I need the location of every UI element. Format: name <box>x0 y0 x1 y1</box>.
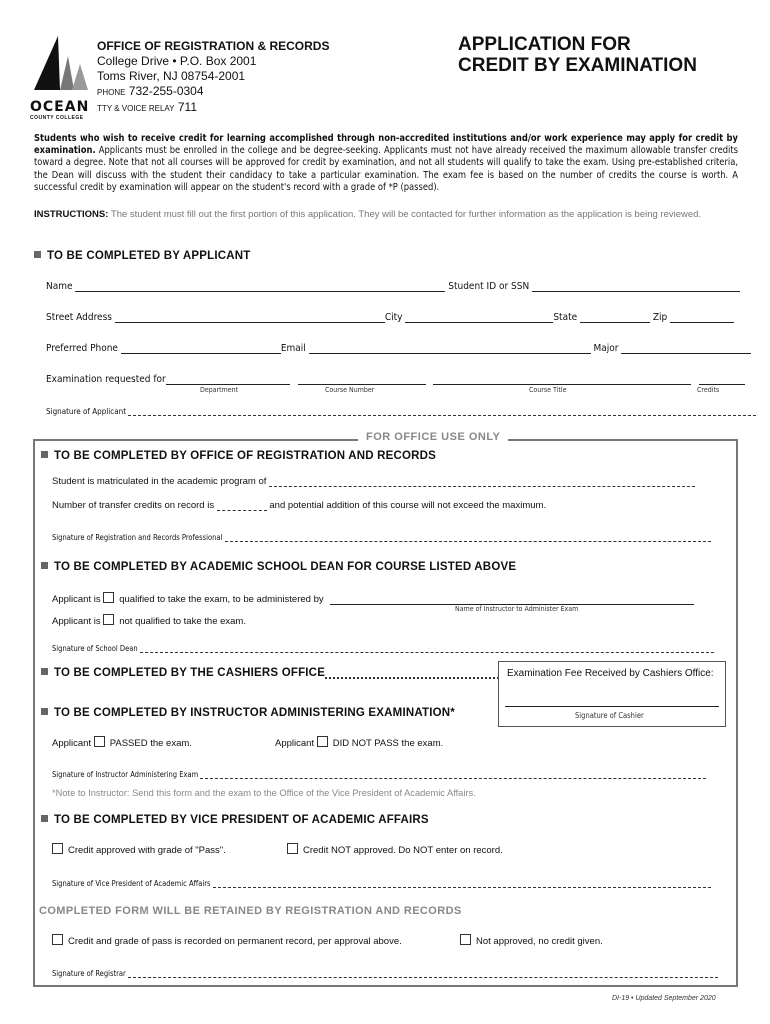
college-logo <box>30 34 92 121</box>
city-field[interactable] <box>405 310 553 323</box>
instructor-signature-field[interactable] <box>200 768 706 779</box>
registrar-signature-field[interactable] <box>128 967 718 978</box>
office-phone: PHONE 732-255-0304 <box>97 84 204 98</box>
retained-not-approved-checkbox[interactable] <box>460 934 471 945</box>
course-number-field[interactable] <box>298 372 426 385</box>
course-number-caption: Course Number <box>325 386 375 394</box>
square-bullet-icon <box>41 708 48 715</box>
contact-row: Preferred Phone Email Major <box>46 341 751 354</box>
credit-approved-checkbox[interactable] <box>52 843 63 854</box>
passed-row: Applicant PASSED the exam. <box>52 738 192 749</box>
square-bullet-icon <box>34 251 41 258</box>
logo-line2: COUNTY COLLEGE <box>30 115 84 121</box>
street-address-field[interactable] <box>115 310 385 323</box>
office-address-2: Toms River, NJ 08754-2001 <box>97 69 246 83</box>
office-info <box>97 39 329 116</box>
applicant-signature-field[interactable] <box>128 405 756 416</box>
not-approved-row: Credit NOT approved. Do NOT enter on record. <box>287 845 503 856</box>
approved-row: Credit approved with grade of "Pass". <box>52 845 226 856</box>
registration-signature-row: Signature of Registration and Records Professional <box>52 531 711 542</box>
not-qualified-row: Applicant is not qualified to take the exam. <box>52 616 246 627</box>
name-field[interactable] <box>75 279 445 292</box>
vp-signature-field[interactable] <box>213 877 711 888</box>
square-bullet-icon <box>41 815 48 822</box>
course-title-caption: Course Title <box>529 386 567 394</box>
intro-paragraph: Students who wish to receive credit for learning accomplished through non-accredited institutions and/or work experience may apply for credit by examination. Applicants must be enrolled in the college and be degree-seeking. Applicants must not have already received the maximum allowable transfer credits toward a degree. Note that not all courses will be approved for credit by examination, and not all students will qualify to take the exam. Using pre-established criteria, the Dean will discuss with the student their candidacy to take a particular examination. The exam fee is based on the number of credits the course is worth. A successful credit by examination will appear on the student's record with a grade of *P (passed). <box>34 133 738 193</box>
logo-line1: OCEAN <box>30 99 90 115</box>
applicant-signature-row: Signature of Applicant <box>46 405 756 416</box>
dean-signature-row: Signature of School Dean <box>52 642 714 653</box>
exam-row: Examination requested for <box>46 372 745 385</box>
email-field[interactable] <box>309 341 591 354</box>
passed-checkbox[interactable] <box>94 736 105 747</box>
course-title-field[interactable] <box>433 372 691 385</box>
office-name: OFFICE OF REGISTRATION & RECORDS <box>97 39 330 53</box>
recorded-row: Credit and grade of pass is recorded on permanent record, per approval above. <box>52 936 402 947</box>
department-caption: Department <box>200 386 239 394</box>
dean-header: TO BE COMPLETED BY ACADEMIC SCHOOL DEAN FOR COURSE LISTED ABOVE <box>41 561 516 573</box>
vp-header: TO BE COMPLETED BY VICE PRESIDENT OF ACADEMIC AFFAIRS <box>41 814 429 826</box>
cashier-signature-caption: Signature of Cashier <box>575 711 644 720</box>
cashier-fee-box <box>498 661 726 727</box>
did-not-pass-checkbox[interactable] <box>317 736 328 747</box>
academic-program-field[interactable] <box>269 476 695 487</box>
did-not-pass-row: Applicant DID NOT PASS the exam. <box>275 738 443 749</box>
registration-signature-field[interactable] <box>225 531 711 542</box>
instructor-note: *Note to Instructor: Send this form and the exam to the Office of the Vice President of Academic Affairs. <box>52 788 476 798</box>
not-qualified-checkbox[interactable] <box>103 614 114 625</box>
recorded-checkbox[interactable] <box>52 934 63 945</box>
dean-signature-field[interactable] <box>140 642 714 653</box>
address-row: Street Address City State Zip <box>46 310 734 323</box>
fee-received-label: Examination Fee Received by Cashiers Office: <box>507 668 714 679</box>
instructor-name-field[interactable] <box>330 592 694 605</box>
office-use-banner: FOR OFFICE USE ONLY <box>358 431 508 443</box>
credits-field[interactable] <box>699 372 745 385</box>
sail-icon <box>30 34 92 96</box>
square-bullet-icon <box>41 668 48 675</box>
qualified-row: Applicant is qualified to take the exam, to be administered by <box>52 592 694 605</box>
state-field[interactable] <box>580 310 650 323</box>
matriculated-row: Student is matriculated in the academic program of <box>52 476 695 487</box>
instructor-signature-row: Signature of Instructor Administering Exam <box>52 768 706 779</box>
qualified-checkbox[interactable] <box>103 592 114 603</box>
zip-field[interactable] <box>670 310 734 323</box>
transfer-row: Number of transfer credits on record is and potential addition of this course will not exceed the maximum. <box>52 500 547 511</box>
name-row: Name Student ID or SSN <box>46 279 740 292</box>
applicant-header: TO BE COMPLETED BY APPLICANT <box>34 250 250 262</box>
instructor-header: TO BE COMPLETED BY INSTRUCTOR ADMINISTERING EXAMINATION* <box>41 707 455 719</box>
department-field[interactable] <box>166 372 290 385</box>
phone-field[interactable] <box>121 341 281 354</box>
cashier-signature-field[interactable] <box>505 706 719 707</box>
retained-header: COMPLETED FORM WILL BE RETAINED BY REGISTRATION AND RECORDS <box>39 905 462 917</box>
registrar-signature-row: Signature of Registrar <box>52 967 718 978</box>
form-footer: DI-19 • Updated September 2020 <box>612 995 716 1002</box>
vp-signature-row: Signature of Vice President of Academic Affairs <box>52 877 711 888</box>
retained-not-approved-row: Not approved, no credit given. <box>460 936 603 947</box>
office-address-1: College Drive • P.O. Box 2001 <box>97 54 257 68</box>
office-tty: TTY & VOICE RELAY 711 <box>97 100 197 114</box>
student-id-field[interactable] <box>532 279 740 292</box>
square-bullet-icon <box>41 562 48 569</box>
transfer-credits-field[interactable] <box>217 500 267 511</box>
registration-header: TO BE COMPLETED BY OFFICE OF REGISTRATION AND RECORDS <box>41 450 436 462</box>
instructor-name-caption: Name of Instructor to Administer Exam <box>455 605 579 613</box>
square-bullet-icon <box>41 451 48 458</box>
credits-caption: Credits <box>697 386 720 394</box>
instructions: INSTRUCTIONS: The student must fill out the first portion of this application. They will be contacted for further information as the application is being reviewed. <box>34 209 702 220</box>
form-title: APPLICATION FOR CREDIT BY EXAMINATION <box>458 34 697 76</box>
cashier-header: TO BE COMPLETED BY THE CASHIERS OFFICE <box>41 667 499 679</box>
major-field[interactable] <box>621 341 751 354</box>
credit-not-approved-checkbox[interactable] <box>287 843 298 854</box>
